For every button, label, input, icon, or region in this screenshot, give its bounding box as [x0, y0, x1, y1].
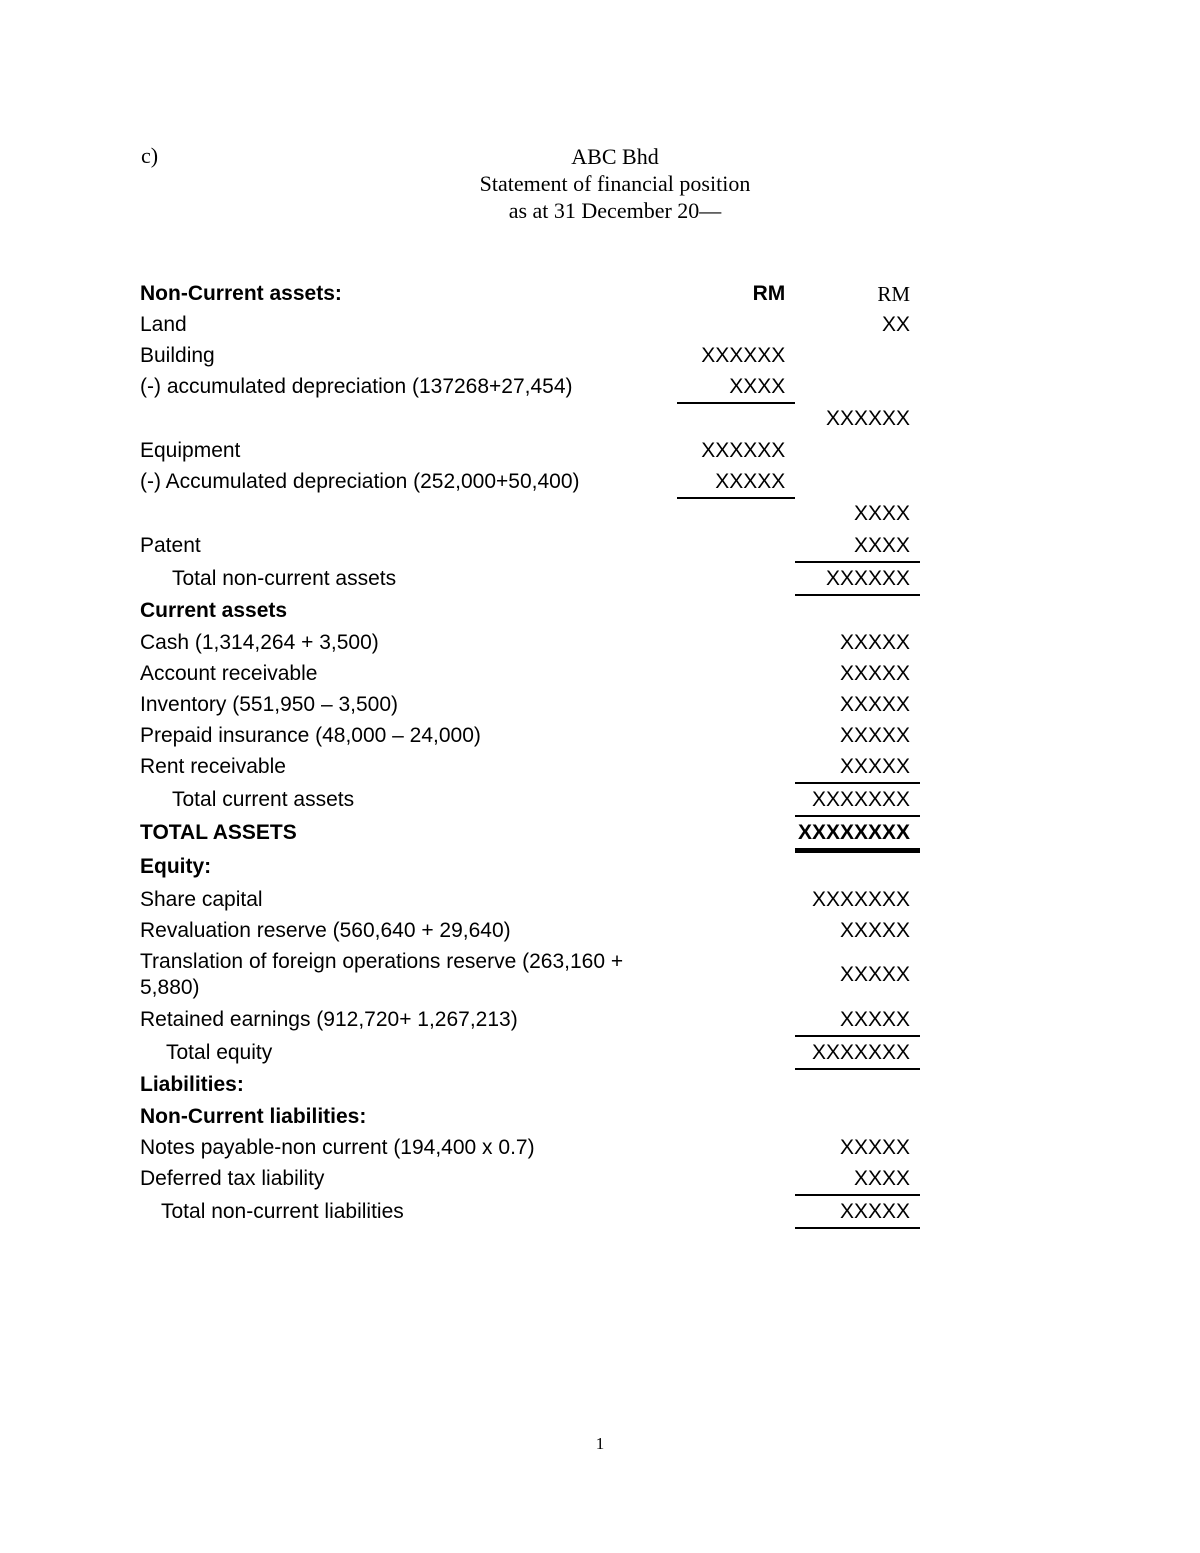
row-label: Non-Current liabilities:: [140, 1104, 367, 1128]
row-label: (-) accumulated depreciation (137268+27,454): [140, 375, 573, 398]
row-label: Patent: [140, 534, 201, 557]
header-col1: RM: [752, 281, 786, 305]
row-label: Inventory (551,950 – 3,500): [140, 692, 399, 716]
table-row: [140, 1036, 920, 1069]
row-value-col2: XXXXX: [839, 1135, 910, 1159]
row-value-col2: [795, 851, 920, 885]
row-label: [140, 403, 677, 435]
financial-position-table: [140, 278, 920, 1229]
row-value-col1: [677, 751, 795, 783]
table-row: [140, 403, 920, 435]
row-value-col1: [677, 1195, 795, 1228]
row-label: Notes payable-non current (194,400 x 0.7): [140, 1135, 535, 1159]
row-value-col2: XXXXXX: [795, 562, 920, 595]
row-value-col2: XXXXXX: [825, 407, 910, 430]
row-value-col2: XXXXXXX: [795, 1036, 920, 1069]
row-value-col2: [795, 340, 920, 371]
row-value-col1: [677, 783, 795, 816]
row-label: Share capital: [140, 887, 263, 911]
row-label: Equipment: [140, 438, 241, 462]
row-label: Equity:: [140, 855, 212, 879]
table-row: [140, 435, 920, 466]
row-label: Current assets: [140, 599, 288, 622]
row-value-col2: XXXXX: [839, 754, 910, 778]
section-label: c): [141, 143, 159, 168]
row-value-col1: [677, 595, 795, 627]
row-label: [140, 498, 677, 530]
row-value-col1: [677, 1132, 795, 1163]
row-value-col1: [677, 1036, 795, 1069]
row-label: Total current assets: [172, 787, 355, 811]
row-label: Liabilities:: [140, 1073, 244, 1096]
row-value-col1: [677, 1101, 795, 1132]
row-value-col1: XXXXX: [677, 466, 795, 498]
row-value-col2: XXXX: [853, 1166, 910, 1190]
row-label: Land: [140, 312, 187, 336]
row-value-col1: [677, 498, 795, 530]
table-row: [140, 466, 920, 498]
table-row: [140, 530, 920, 562]
row-value-col2: XXXXX: [839, 630, 910, 654]
table-row: [140, 1163, 920, 1195]
table-row: [140, 783, 920, 816]
row-value-col1: [677, 403, 795, 435]
table-row: [140, 1195, 920, 1228]
row-value-col2: XXXXX: [839, 692, 910, 716]
table-row: [140, 1101, 920, 1132]
row-value-col1: [677, 816, 795, 851]
row-value-col1: XXXXXX: [701, 438, 786, 462]
table-row: [140, 309, 920, 340]
row-value-col1: [677, 1004, 795, 1036]
row-value-col1: [677, 1163, 795, 1195]
row-label: Building: [140, 343, 215, 367]
row-value-col2: [795, 1101, 920, 1132]
table-row: [140, 1004, 920, 1036]
table-row: [140, 658, 920, 689]
row-value-col2: XXXXX: [839, 963, 910, 986]
table-row: [140, 851, 920, 885]
table-row: [140, 595, 920, 627]
row-value-col1: [677, 720, 795, 751]
table-row: [140, 340, 920, 371]
row-value-col2: XXXXXXXX: [795, 816, 920, 851]
row-label: Rent receivable: [140, 755, 286, 778]
row-value-col2: XXXXX: [839, 1007, 910, 1031]
header-row: [140, 278, 920, 309]
statement-heading: [340, 143, 890, 224]
row-value-col1: [677, 309, 795, 340]
row-label: Account receivable: [140, 661, 318, 685]
table-row: [140, 689, 920, 720]
row-value-col1: [677, 915, 795, 946]
row-value-col1: XXXXXX: [701, 343, 786, 367]
row-label: Deferred tax liability: [140, 1167, 325, 1190]
company-name: ABC Bhd: [571, 144, 659, 169]
row-value-col2: XXXXX: [795, 1195, 920, 1228]
header-col2: RM: [877, 281, 910, 306]
row-label: Retained earnings (912,720+ 1,267,213): [140, 1008, 518, 1031]
table-row: [140, 915, 920, 946]
row-value-col2: [795, 435, 920, 466]
row-value-col1: [677, 530, 795, 562]
table-row: [140, 498, 920, 530]
row-value-col1: [677, 562, 795, 595]
row-value-col2: XXXXX: [839, 723, 910, 747]
table-row: [140, 1069, 920, 1101]
row-value-col2: XX: [881, 312, 910, 336]
row-value-col1: [677, 627, 795, 658]
row-label: (-) Accumulated depreciation (252,000+50,400): [140, 470, 580, 493]
row-label: Prepaid insurance (48,000 – 24,000): [140, 723, 481, 747]
table-row: [140, 720, 920, 751]
table-row: [140, 627, 920, 658]
table-row: [140, 371, 920, 403]
row-value-col2: XXXX: [853, 533, 910, 557]
table-row: [140, 751, 920, 783]
row-label: Total non-current assets: [172, 566, 397, 590]
row-label: Total equity: [166, 1040, 273, 1064]
table-row: [140, 816, 920, 851]
row-value-col1: [677, 884, 795, 915]
row-value-col2: XXXXXXX: [811, 887, 910, 911]
statement-title: Statement of financial position: [479, 171, 751, 196]
header-title: Non-Current assets:: [140, 281, 342, 305]
row-label: Total non-current liabilities: [161, 1199, 404, 1223]
row-value-col1: [677, 658, 795, 689]
table-row: [140, 884, 920, 915]
row-value-col2: XXXXXXX: [795, 783, 920, 816]
row-label: Revaluation reserve (560,640 + 29,640): [140, 918, 511, 942]
row-value-col1: [677, 946, 795, 1004]
row-value-col1: [677, 851, 795, 885]
table-row: [140, 562, 920, 595]
row-label: Cash (1,314,264 + 3,500): [140, 630, 379, 654]
row-value-col2: XXXXX: [839, 661, 910, 685]
row-value-col2: [795, 466, 920, 498]
row-value-col2: [795, 371, 920, 403]
row-value-col2: [795, 1069, 920, 1101]
row-value-col2: XXXXX: [839, 918, 910, 942]
table-row: [140, 1132, 920, 1163]
row-value-col2: XXXX: [853, 502, 910, 525]
date-line: as at 31 December 20—: [508, 198, 722, 223]
row-value-col2: [795, 595, 920, 627]
row-label: TOTAL ASSETS: [140, 821, 297, 845]
row-value-col1: [677, 689, 795, 720]
row-value-col1: XXXX: [677, 371, 795, 403]
table-row: [140, 946, 920, 1004]
page-number: 1: [595, 1434, 605, 1453]
row-value-col1: [677, 1069, 795, 1101]
row-label: Translation of foreign operations reserve (263,160 + 5,880): [140, 950, 624, 999]
